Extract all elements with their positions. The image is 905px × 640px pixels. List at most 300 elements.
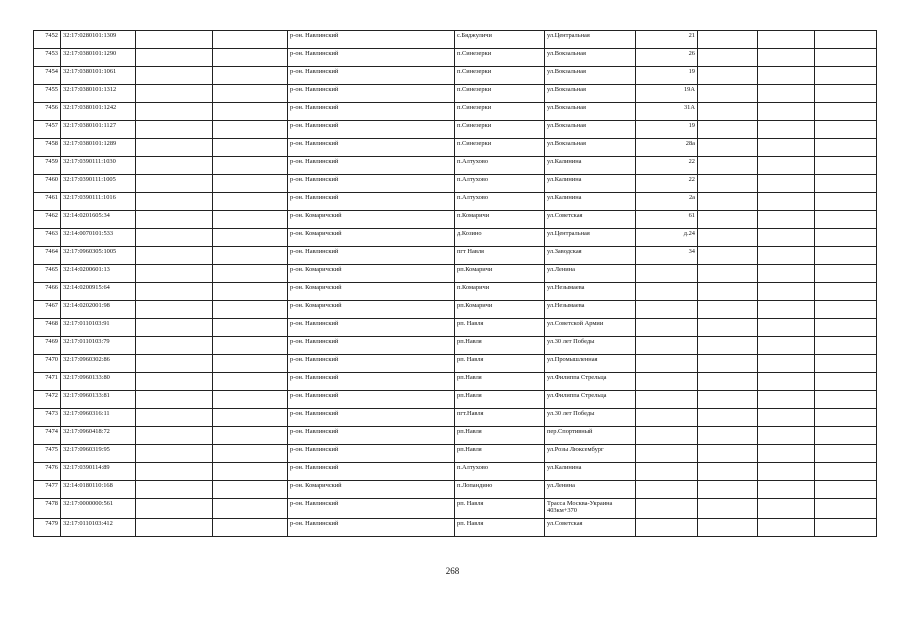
empty-cell	[136, 103, 213, 121]
house-number-cell	[636, 427, 698, 445]
row-number-cell: 7475	[34, 445, 61, 463]
row-number-cell: 7477	[34, 481, 61, 499]
empty-cell	[815, 139, 877, 157]
empty-cell	[815, 247, 877, 265]
table-row	[34, 463, 877, 481]
locality-cell: п.Синезерки	[455, 67, 545, 85]
empty-cell	[213, 139, 288, 157]
empty-cell	[136, 31, 213, 49]
empty-cell	[758, 445, 815, 463]
empty-cell	[815, 355, 877, 373]
empty-cell	[758, 499, 815, 519]
table-row	[34, 229, 877, 247]
empty-cell	[698, 121, 758, 139]
empty-cell	[136, 49, 213, 67]
locality-cell: рп.Навля	[455, 337, 545, 355]
empty-cell	[815, 49, 877, 67]
house-number-cell	[636, 463, 698, 481]
empty-cell	[698, 445, 758, 463]
locality-cell: пгт Навля	[455, 247, 545, 265]
house-number-cell	[636, 319, 698, 337]
empty-cell	[136, 265, 213, 283]
district-cell: р-он. Навлинский	[288, 409, 455, 427]
row-number-cell: 7471	[34, 373, 61, 391]
empty-cell	[698, 355, 758, 373]
street-cell: ул.Калинина	[545, 175, 636, 193]
cadastral-number-cell: 32:14:0200601:13	[61, 265, 136, 283]
house-number-cell: 26	[636, 49, 698, 67]
locality-cell: рп.Навля	[455, 391, 545, 409]
empty-cell	[698, 265, 758, 283]
empty-cell	[136, 85, 213, 103]
empty-cell	[698, 67, 758, 85]
row-number-cell: 7470	[34, 355, 61, 373]
locality-cell: д.Козино	[455, 229, 545, 247]
cadastral-number-cell: 32:17:0380101:1127	[61, 121, 136, 139]
house-number-cell	[636, 265, 698, 283]
empty-cell	[698, 373, 758, 391]
empty-cell	[213, 49, 288, 67]
locality-cell: п.Алтухово	[455, 157, 545, 175]
table-row	[34, 157, 877, 175]
locality-cell: с.Бяджуличи	[455, 31, 545, 49]
empty-cell	[213, 301, 288, 319]
locality-cell: п.Алтухово	[455, 193, 545, 211]
empty-cell	[136, 211, 213, 229]
house-number-cell	[636, 481, 698, 499]
table-row	[34, 211, 877, 229]
empty-cell	[698, 31, 758, 49]
empty-cell	[136, 355, 213, 373]
cadastral-number-cell: 32:14:0201605:34	[61, 211, 136, 229]
district-cell: р-он. Комаричский	[288, 211, 455, 229]
district-cell: р-он. Навлинский	[288, 337, 455, 355]
empty-cell	[758, 355, 815, 373]
empty-cell	[815, 519, 877, 537]
locality-cell: п.Синезерки	[455, 103, 545, 121]
empty-cell	[758, 247, 815, 265]
empty-cell	[758, 211, 815, 229]
empty-cell	[213, 519, 288, 537]
cadastral-number-cell: 32:17:0380101:1242	[61, 103, 136, 121]
empty-cell	[213, 211, 288, 229]
locality-cell: п.Алтухово	[455, 463, 545, 481]
table-row	[34, 193, 877, 211]
street-cell: ул.Вокзальная	[545, 67, 636, 85]
locality-cell: рп.Навля	[455, 427, 545, 445]
empty-cell	[136, 193, 213, 211]
page-number: 268	[445, 566, 460, 576]
table-row	[34, 121, 877, 139]
empty-cell	[698, 85, 758, 103]
empty-cell	[213, 283, 288, 301]
street-cell: ул.Калинина	[545, 157, 636, 175]
house-number-cell: 22	[636, 157, 698, 175]
cadastral-number-cell: 32:14:0180110:168	[61, 481, 136, 499]
cadastral-number-cell: 32:17:0380101:1312	[61, 85, 136, 103]
table-row	[34, 139, 877, 157]
empty-cell	[815, 391, 877, 409]
empty-cell	[136, 229, 213, 247]
street-cell: ул.Заводская	[545, 247, 636, 265]
street-cell: ул.Промышленная	[545, 355, 636, 373]
empty-cell	[815, 103, 877, 121]
house-number-cell	[636, 391, 698, 409]
street-cell: ул.Вокзальная	[545, 139, 636, 157]
district-cell: р-он. Навлинский	[288, 445, 455, 463]
cadastral-number-cell: 32:17:0960133:80	[61, 373, 136, 391]
empty-cell	[698, 103, 758, 121]
empty-cell	[758, 265, 815, 283]
house-number-cell	[636, 337, 698, 355]
row-number-cell: 7454	[34, 67, 61, 85]
table-row	[34, 103, 877, 121]
table-row	[34, 67, 877, 85]
locality-cell: п.Синезерки	[455, 121, 545, 139]
empty-cell	[815, 427, 877, 445]
cadastral-number-cell: 32:14:0202001:98	[61, 301, 136, 319]
empty-cell	[698, 283, 758, 301]
row-number-cell: 7469	[34, 337, 61, 355]
locality-cell: рп.Навля	[455, 373, 545, 391]
row-number-cell: 7461	[34, 193, 61, 211]
row-number-cell: 7456	[34, 103, 61, 121]
cadastral-number-cell: 32:17:0390114:89	[61, 463, 136, 481]
empty-cell	[136, 157, 213, 175]
empty-cell	[815, 175, 877, 193]
empty-cell	[698, 157, 758, 175]
empty-cell	[698, 391, 758, 409]
house-number-cell: 61	[636, 211, 698, 229]
empty-cell	[136, 481, 213, 499]
street-cell: ул.Советская	[545, 211, 636, 229]
empty-cell	[815, 319, 877, 337]
house-number-cell: 2а	[636, 193, 698, 211]
table-row	[34, 499, 877, 519]
empty-cell	[136, 67, 213, 85]
empty-cell	[213, 481, 288, 499]
table-row	[34, 355, 877, 373]
empty-cell	[758, 427, 815, 445]
empty-cell	[136, 121, 213, 139]
empty-cell	[815, 85, 877, 103]
row-number-cell: 7479	[34, 519, 61, 537]
district-cell: р-он. Навлинский	[288, 49, 455, 67]
empty-cell	[758, 85, 815, 103]
locality-cell: рп. Навля	[455, 499, 545, 519]
district-cell: р-он. Навлинский	[288, 519, 455, 537]
cadastral-number-cell: 32:17:0390111:1005	[61, 175, 136, 193]
street-cell: ул.Центральная	[545, 229, 636, 247]
house-number-cell: 22	[636, 175, 698, 193]
street-cell: ул.30 лет Победы	[545, 409, 636, 427]
empty-cell	[758, 67, 815, 85]
empty-cell	[815, 67, 877, 85]
district-cell: р-он. Комаричский	[288, 265, 455, 283]
house-number-cell	[636, 283, 698, 301]
street-cell: Трасса Москва-Украина 403км+370	[545, 499, 636, 519]
locality-cell: рп.Комаричи	[455, 301, 545, 319]
empty-cell	[758, 481, 815, 499]
district-cell: р-он. Комаричский	[288, 481, 455, 499]
house-number-cell	[636, 373, 698, 391]
cadastral-number-cell: 32:17:0960133:81	[61, 391, 136, 409]
row-number-cell: 7465	[34, 265, 61, 283]
empty-cell	[815, 283, 877, 301]
empty-cell	[815, 337, 877, 355]
district-cell: р-он. Навлинский	[288, 31, 455, 49]
row-number-cell: 7474	[34, 427, 61, 445]
cadastral-number-cell: 32:17:0960319:95	[61, 445, 136, 463]
empty-cell	[815, 193, 877, 211]
district-cell: р-он. Навлинский	[288, 499, 455, 519]
empty-cell	[698, 427, 758, 445]
table-row	[34, 85, 877, 103]
house-number-cell: 19	[636, 67, 698, 85]
empty-cell	[758, 391, 815, 409]
empty-cell	[136, 247, 213, 265]
empty-cell	[815, 463, 877, 481]
district-cell: р-он. Комаричский	[288, 283, 455, 301]
table-row	[34, 319, 877, 337]
empty-cell	[213, 193, 288, 211]
street-cell: ул.Незымаева	[545, 301, 636, 319]
empty-cell	[815, 265, 877, 283]
street-cell: ул.Советской Армии	[545, 319, 636, 337]
district-cell: р-он. Комаричский	[288, 301, 455, 319]
street-cell: ул.Вокзальная	[545, 103, 636, 121]
empty-cell	[815, 301, 877, 319]
empty-cell	[758, 175, 815, 193]
cadastral-number-cell: 32:17:0960418:72	[61, 427, 136, 445]
district-cell: р-он. Навлинский	[288, 139, 455, 157]
house-number-cell	[636, 519, 698, 537]
empty-cell	[698, 175, 758, 193]
locality-cell: рп.Навля	[455, 445, 545, 463]
empty-cell	[815, 211, 877, 229]
empty-cell	[758, 519, 815, 537]
row-number-cell: 7460	[34, 175, 61, 193]
empty-cell	[758, 229, 815, 247]
empty-cell	[815, 229, 877, 247]
street-cell: пер.Спортивный	[545, 427, 636, 445]
row-number-cell: 7468	[34, 319, 61, 337]
row-number-cell: 7458	[34, 139, 61, 157]
street-cell: ул.Розы Люксембург	[545, 445, 636, 463]
empty-cell	[213, 373, 288, 391]
row-number-cell: 7463	[34, 229, 61, 247]
street-cell: ул.Калинина	[545, 193, 636, 211]
empty-cell	[213, 229, 288, 247]
house-number-cell	[636, 445, 698, 463]
cadastral-number-cell: 32:14:0070101:533	[61, 229, 136, 247]
table-row	[34, 337, 877, 355]
district-cell: р-он. Навлинский	[288, 175, 455, 193]
empty-cell	[698, 337, 758, 355]
empty-cell	[213, 67, 288, 85]
table-row	[34, 481, 877, 499]
table-row	[34, 409, 877, 427]
district-cell: р-он. Навлинский	[288, 103, 455, 121]
table-row	[34, 519, 877, 537]
empty-cell	[136, 373, 213, 391]
street-cell: ул.Калинина	[545, 463, 636, 481]
district-cell: р-он. Комаричский	[288, 229, 455, 247]
house-number-cell	[636, 499, 698, 519]
empty-cell	[758, 31, 815, 49]
district-cell: р-он. Навлинский	[288, 67, 455, 85]
cadastral-number-cell: 32:17:0960305:1005	[61, 247, 136, 265]
street-cell: ул.Ленина	[545, 265, 636, 283]
empty-cell	[213, 85, 288, 103]
empty-cell	[815, 31, 877, 49]
empty-cell	[758, 301, 815, 319]
empty-cell	[758, 139, 815, 157]
district-cell: р-он. Навлинский	[288, 85, 455, 103]
empty-cell	[698, 229, 758, 247]
district-cell: р-он. Навлинский	[288, 247, 455, 265]
empty-cell	[213, 175, 288, 193]
empty-cell	[136, 175, 213, 193]
empty-cell	[698, 301, 758, 319]
cadastral-number-cell: 32:17:0110103:79	[61, 337, 136, 355]
row-number-cell: 7467	[34, 301, 61, 319]
locality-cell: рп.Комаричи	[455, 265, 545, 283]
empty-cell	[758, 409, 815, 427]
street-cell: ул.Вокзальная	[545, 121, 636, 139]
empty-cell	[698, 463, 758, 481]
district-cell: р-он. Навлинский	[288, 355, 455, 373]
empty-cell	[758, 103, 815, 121]
locality-cell: п.Синезерки	[455, 139, 545, 157]
empty-cell	[698, 409, 758, 427]
table-row	[34, 31, 877, 49]
house-number-cell: 34	[636, 247, 698, 265]
locality-cell: п.Лопандино	[455, 481, 545, 499]
district-cell: р-он. Навлинский	[288, 373, 455, 391]
locality-cell: рп. Навля	[455, 319, 545, 337]
empty-cell	[213, 499, 288, 519]
district-cell: р-он. Навлинский	[288, 193, 455, 211]
cadastral-number-cell: 32:17:0390111:1016	[61, 193, 136, 211]
empty-cell	[698, 49, 758, 67]
cadastral-number-cell: 32:17:0960316:11	[61, 409, 136, 427]
empty-cell	[815, 373, 877, 391]
empty-cell	[758, 319, 815, 337]
empty-cell	[213, 265, 288, 283]
district-cell: р-он. Навлинский	[288, 157, 455, 175]
empty-cell	[136, 463, 213, 481]
empty-cell	[213, 391, 288, 409]
empty-cell	[136, 427, 213, 445]
empty-cell	[758, 121, 815, 139]
empty-cell	[698, 481, 758, 499]
cadastral-number-cell: 32:14:0200915:64	[61, 283, 136, 301]
row-number-cell: 7459	[34, 157, 61, 175]
empty-cell	[213, 31, 288, 49]
table-row	[34, 247, 877, 265]
street-cell: ул.Вокзальная	[545, 49, 636, 67]
property-registry-table	[33, 30, 877, 537]
row-number-cell: 7455	[34, 85, 61, 103]
district-cell: р-он. Навлинский	[288, 463, 455, 481]
empty-cell	[698, 319, 758, 337]
empty-cell	[213, 463, 288, 481]
empty-cell	[698, 247, 758, 265]
house-number-cell: д.24	[636, 229, 698, 247]
empty-cell	[758, 193, 815, 211]
cadastral-number-cell: 32:17:0380101:1061	[61, 67, 136, 85]
empty-cell	[758, 157, 815, 175]
empty-cell	[815, 409, 877, 427]
empty-cell	[136, 139, 213, 157]
district-cell: р-он. Навлинский	[288, 427, 455, 445]
table-row	[34, 391, 877, 409]
row-number-cell: 7462	[34, 211, 61, 229]
locality-cell: пгт.Навля	[455, 409, 545, 427]
table-row	[34, 283, 877, 301]
cadastral-number-cell: 32:17:0280101:1309	[61, 31, 136, 49]
empty-cell	[136, 283, 213, 301]
empty-cell	[815, 499, 877, 519]
row-number-cell: 7478	[34, 499, 61, 519]
empty-cell	[136, 499, 213, 519]
table-row	[34, 373, 877, 391]
empty-cell	[698, 211, 758, 229]
locality-cell: п.Синезерки	[455, 85, 545, 103]
cadastral-number-cell: 32:17:0390111:1030	[61, 157, 136, 175]
row-number-cell: 7466	[34, 283, 61, 301]
table-row	[34, 265, 877, 283]
empty-cell	[698, 499, 758, 519]
house-number-cell	[636, 409, 698, 427]
house-number-cell: 21	[636, 31, 698, 49]
cadastral-number-cell: 32:17:0110103:412	[61, 519, 136, 537]
cadastral-number-cell: 32:17:0380101:1290	[61, 49, 136, 67]
street-cell: ул.Ленина	[545, 481, 636, 499]
row-number-cell: 7452	[34, 31, 61, 49]
locality-cell: рп. Навля	[455, 519, 545, 537]
house-number-cell	[636, 301, 698, 319]
empty-cell	[136, 301, 213, 319]
empty-cell	[698, 519, 758, 537]
district-cell: р-он. Навлинский	[288, 319, 455, 337]
empty-cell	[136, 519, 213, 537]
empty-cell	[213, 103, 288, 121]
house-number-cell	[636, 355, 698, 373]
empty-cell	[136, 445, 213, 463]
cadastral-number-cell: 32:17:0000000:561	[61, 499, 136, 519]
street-cell: ул.Центральная	[545, 31, 636, 49]
cadastral-number-cell: 32:17:0110103:91	[61, 319, 136, 337]
locality-cell: п.Синезерки	[455, 49, 545, 67]
street-cell: ул.Советская	[545, 519, 636, 537]
empty-cell	[213, 427, 288, 445]
row-number-cell: 7473	[34, 409, 61, 427]
empty-cell	[213, 409, 288, 427]
empty-cell	[213, 157, 288, 175]
district-cell: р-он. Навлинский	[288, 391, 455, 409]
empty-cell	[136, 409, 213, 427]
empty-cell	[698, 193, 758, 211]
empty-cell	[136, 337, 213, 355]
house-number-cell: 19А	[636, 85, 698, 103]
empty-cell	[758, 337, 815, 355]
table-row	[34, 445, 877, 463]
table-row	[34, 49, 877, 67]
row-number-cell: 7472	[34, 391, 61, 409]
locality-cell: п.Алтухово	[455, 175, 545, 193]
